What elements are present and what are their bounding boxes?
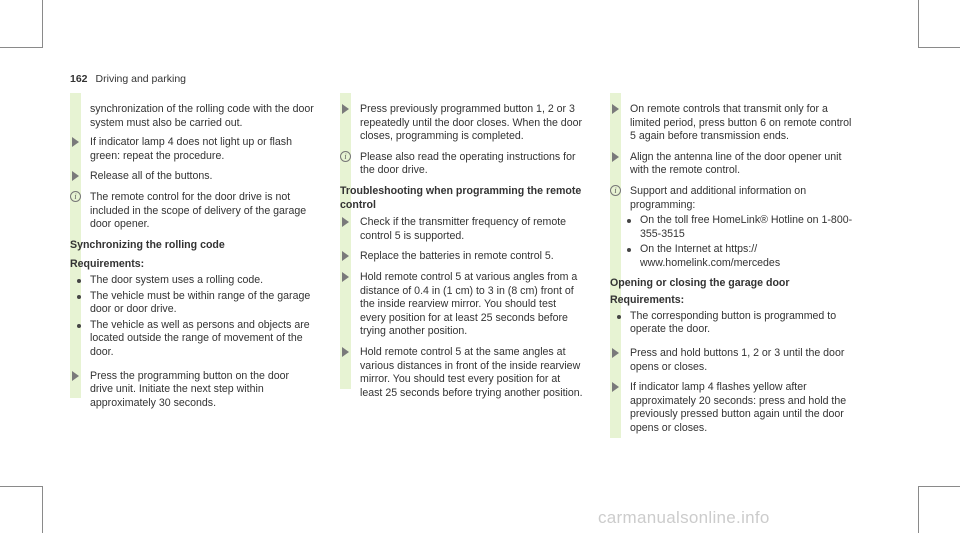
crop-mark bbox=[42, 0, 43, 47]
arrow-icon bbox=[612, 104, 619, 114]
arrow-icon bbox=[72, 371, 79, 381]
arrow-icon bbox=[612, 382, 619, 392]
crop-mark bbox=[918, 486, 919, 533]
step-text: Hold remote control 5 at various angles from a distance of 0.4 in (1 cm) to 3 in (8 cm) front of the inside rearview mirror. You should test every position for at least 25 seconds before trying another position. bbox=[360, 270, 578, 338]
list-item: The vehicle as well as persons and objects are located outside the range of movement of the door. bbox=[70, 319, 314, 360]
note bbox=[340, 151, 584, 178]
step-text: Replace the batteries in remote control 5. bbox=[360, 250, 554, 263]
step-text: Press previously programmed button 1, 2 or 3 repeatedly until the door closes. When the door closes, programming is completed. bbox=[360, 103, 583, 143]
step bbox=[70, 370, 314, 411]
section-heading: Opening or closing the garage door bbox=[610, 276, 790, 289]
arrow-icon bbox=[612, 152, 619, 162]
step bbox=[340, 216, 584, 243]
step bbox=[610, 103, 854, 144]
step bbox=[610, 381, 854, 435]
step-text: Press the programming button on the door drive unit. Initiate the next step within approximately 30 seconds. bbox=[90, 369, 290, 409]
step-text: Release all of the buttons. bbox=[90, 170, 213, 183]
note bbox=[610, 185, 854, 212]
arrow-icon bbox=[342, 217, 349, 227]
step bbox=[610, 347, 854, 374]
note-text: Support and additional information on programming: bbox=[630, 184, 807, 211]
step-text: Align the antenna line of the door opener unit with the remote control. bbox=[630, 150, 842, 177]
step bbox=[340, 103, 584, 144]
section-heading: Synchronizing the rolling code bbox=[70, 238, 225, 251]
step bbox=[340, 250, 584, 264]
arrow-icon bbox=[342, 347, 349, 357]
column-2 bbox=[340, 93, 584, 407]
column-3 bbox=[610, 93, 854, 442]
info-icon: i bbox=[340, 151, 351, 162]
arrow-icon bbox=[612, 348, 619, 358]
watermark: carmanualsonline.info bbox=[598, 508, 770, 527]
section-title: Driving and parking bbox=[95, 73, 186, 85]
step-text: If indicator lamp 4 does not light up or flash green: repeat the procedure. bbox=[90, 136, 292, 162]
step-text: On remote controls that transmit only for a limited period, press button 6 on remote control 5 again before transmission ends. bbox=[630, 103, 852, 143]
list-item: The vehicle must be within range of the garage door or door drive. bbox=[70, 290, 314, 317]
step-text: Hold remote control 5 at the same angles at various distances in front of the inside rearview mirror. You should test every position for at least 25 seconds before trying another position. bbox=[360, 345, 583, 399]
note-text: Please also read the operating instructions for the door drive. bbox=[360, 150, 576, 177]
crop-mark bbox=[42, 486, 43, 533]
arrow-icon bbox=[342, 251, 349, 261]
arrow-icon bbox=[72, 137, 79, 147]
list-item: On the toll free HomeLink® Hotline on 1-800-355-3515 bbox=[620, 214, 854, 241]
step bbox=[70, 170, 314, 184]
crop-mark bbox=[0, 486, 43, 487]
step-text: Check if the transmitter frequency of remote control 5 is supported. bbox=[360, 216, 567, 242]
section-heading: Troubleshooting when programming the remote control bbox=[340, 184, 582, 211]
crop-mark bbox=[918, 47, 960, 48]
intro-text: synchronization of the rolling code with the door system must also be carried out. bbox=[90, 103, 314, 129]
crop-mark bbox=[918, 486, 960, 487]
info-icon: i bbox=[610, 185, 621, 196]
step bbox=[340, 271, 584, 339]
requirements-label: Requirements: bbox=[610, 294, 685, 307]
arrow-icon bbox=[72, 171, 79, 181]
note-text: The remote control for the door drive is not included in the scope of delivery of the garage door opener. bbox=[90, 190, 307, 231]
column-1 bbox=[70, 93, 314, 417]
requirements-label: Requirements: bbox=[70, 258, 145, 271]
crop-mark bbox=[0, 47, 43, 48]
list-item: The door system uses a rolling code. bbox=[70, 274, 314, 288]
arrow-icon bbox=[342, 272, 349, 282]
step bbox=[70, 136, 314, 163]
step-text: If indicator lamp 4 flashes yellow after approximately 20 seconds: press and hold the previously pressed button again until the door opens or closes. bbox=[630, 381, 847, 434]
note bbox=[70, 191, 314, 232]
page-header bbox=[70, 73, 186, 87]
arrow-icon bbox=[342, 104, 349, 114]
list-item: On the Internet at https:// www.homelink.com/mercedes bbox=[620, 243, 854, 270]
page-number: 162 bbox=[70, 73, 88, 85]
step-text: Press and hold buttons 1, 2 or 3 until the door opens or closes. bbox=[630, 346, 845, 373]
step bbox=[610, 151, 854, 178]
crop-mark bbox=[918, 0, 919, 47]
step bbox=[340, 346, 584, 400]
info-icon: i bbox=[70, 191, 81, 202]
list-item: The corresponding button is programmed to operate the door. bbox=[610, 310, 854, 337]
